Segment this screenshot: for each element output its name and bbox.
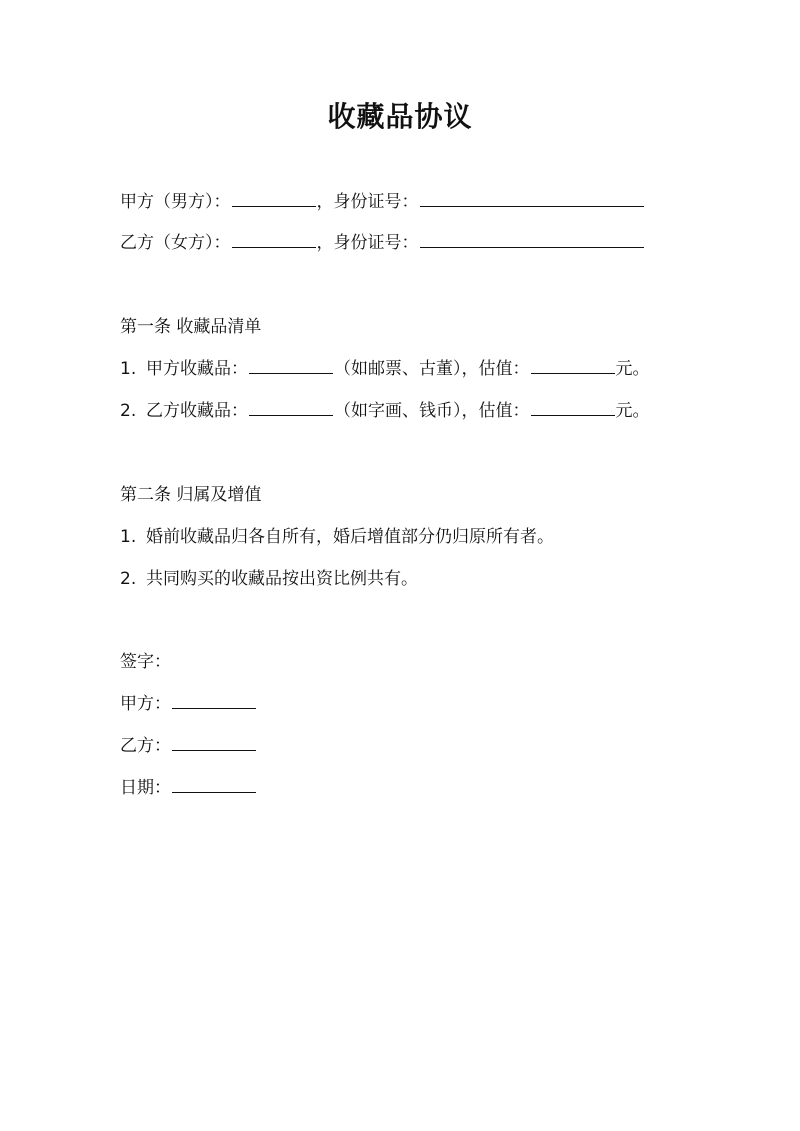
party-a-line (120, 188, 645, 216)
party-b-name-blank[interactable] (232, 229, 316, 248)
item-text: 婚前收藏品归各自所有，婚后增值部分仍归原所有者。 (146, 527, 554, 547)
signature-party-a (120, 690, 257, 718)
document-title: 收藏品协议 (327, 100, 473, 133)
signature-a-label: 甲方： (120, 694, 171, 714)
item-note: （如字画、钱币），估值： (334, 401, 530, 421)
signature-date (120, 774, 257, 802)
item-unit: 元。 (615, 401, 650, 421)
item-number: 2. (120, 569, 137, 589)
article-2-item-2 (120, 565, 418, 593)
article-1-heading: 第一条 收藏品清单 (120, 317, 262, 337)
signature-b-label: 乙方： (120, 736, 171, 756)
party-a-name-blank[interactable] (232, 188, 316, 207)
item-number: 1. (120, 359, 137, 379)
party-a-id-blank[interactable] (420, 188, 644, 207)
separator: ， (316, 192, 334, 212)
signature-b-blank[interactable] (172, 732, 256, 751)
item-note: （如邮票、古董），估值： (334, 359, 530, 379)
party-b-label: 乙方（女方）： (120, 233, 231, 253)
item-unit: 元。 (615, 359, 650, 379)
item-number: 2. (120, 401, 137, 421)
party-b-id-label: 身份证号： (333, 233, 419, 253)
party-a-id-label: 身份证号： (333, 192, 419, 212)
party-b-id-blank[interactable] (420, 229, 644, 248)
article-2-item-1 (120, 523, 554, 551)
item-number: 1. (120, 527, 137, 547)
party-a-value-blank[interactable] (531, 355, 615, 374)
item-label: 甲方收藏品： (146, 359, 248, 379)
party-a-label: 甲方（男方）： (120, 192, 231, 212)
signature-party-b (120, 732, 257, 760)
party-b-collection-blank[interactable] (249, 397, 333, 416)
signature-a-blank[interactable] (172, 690, 256, 709)
party-a-collection-blank[interactable] (249, 355, 333, 374)
party-b-value-blank[interactable] (531, 397, 615, 416)
article-1-item-1 (120, 355, 650, 383)
signature-heading: 签字： (120, 652, 171, 672)
item-label: 乙方收藏品： (146, 401, 248, 421)
party-b-line (120, 229, 645, 257)
date-blank[interactable] (172, 774, 256, 793)
article-2-heading: 第二条 归属及增值 (120, 485, 262, 505)
article-1-item-2 (120, 397, 650, 425)
separator: ， (316, 233, 334, 253)
item-text: 共同购买的收藏品按出资比例共有。 (146, 569, 418, 589)
date-label: 日期： (120, 778, 171, 798)
